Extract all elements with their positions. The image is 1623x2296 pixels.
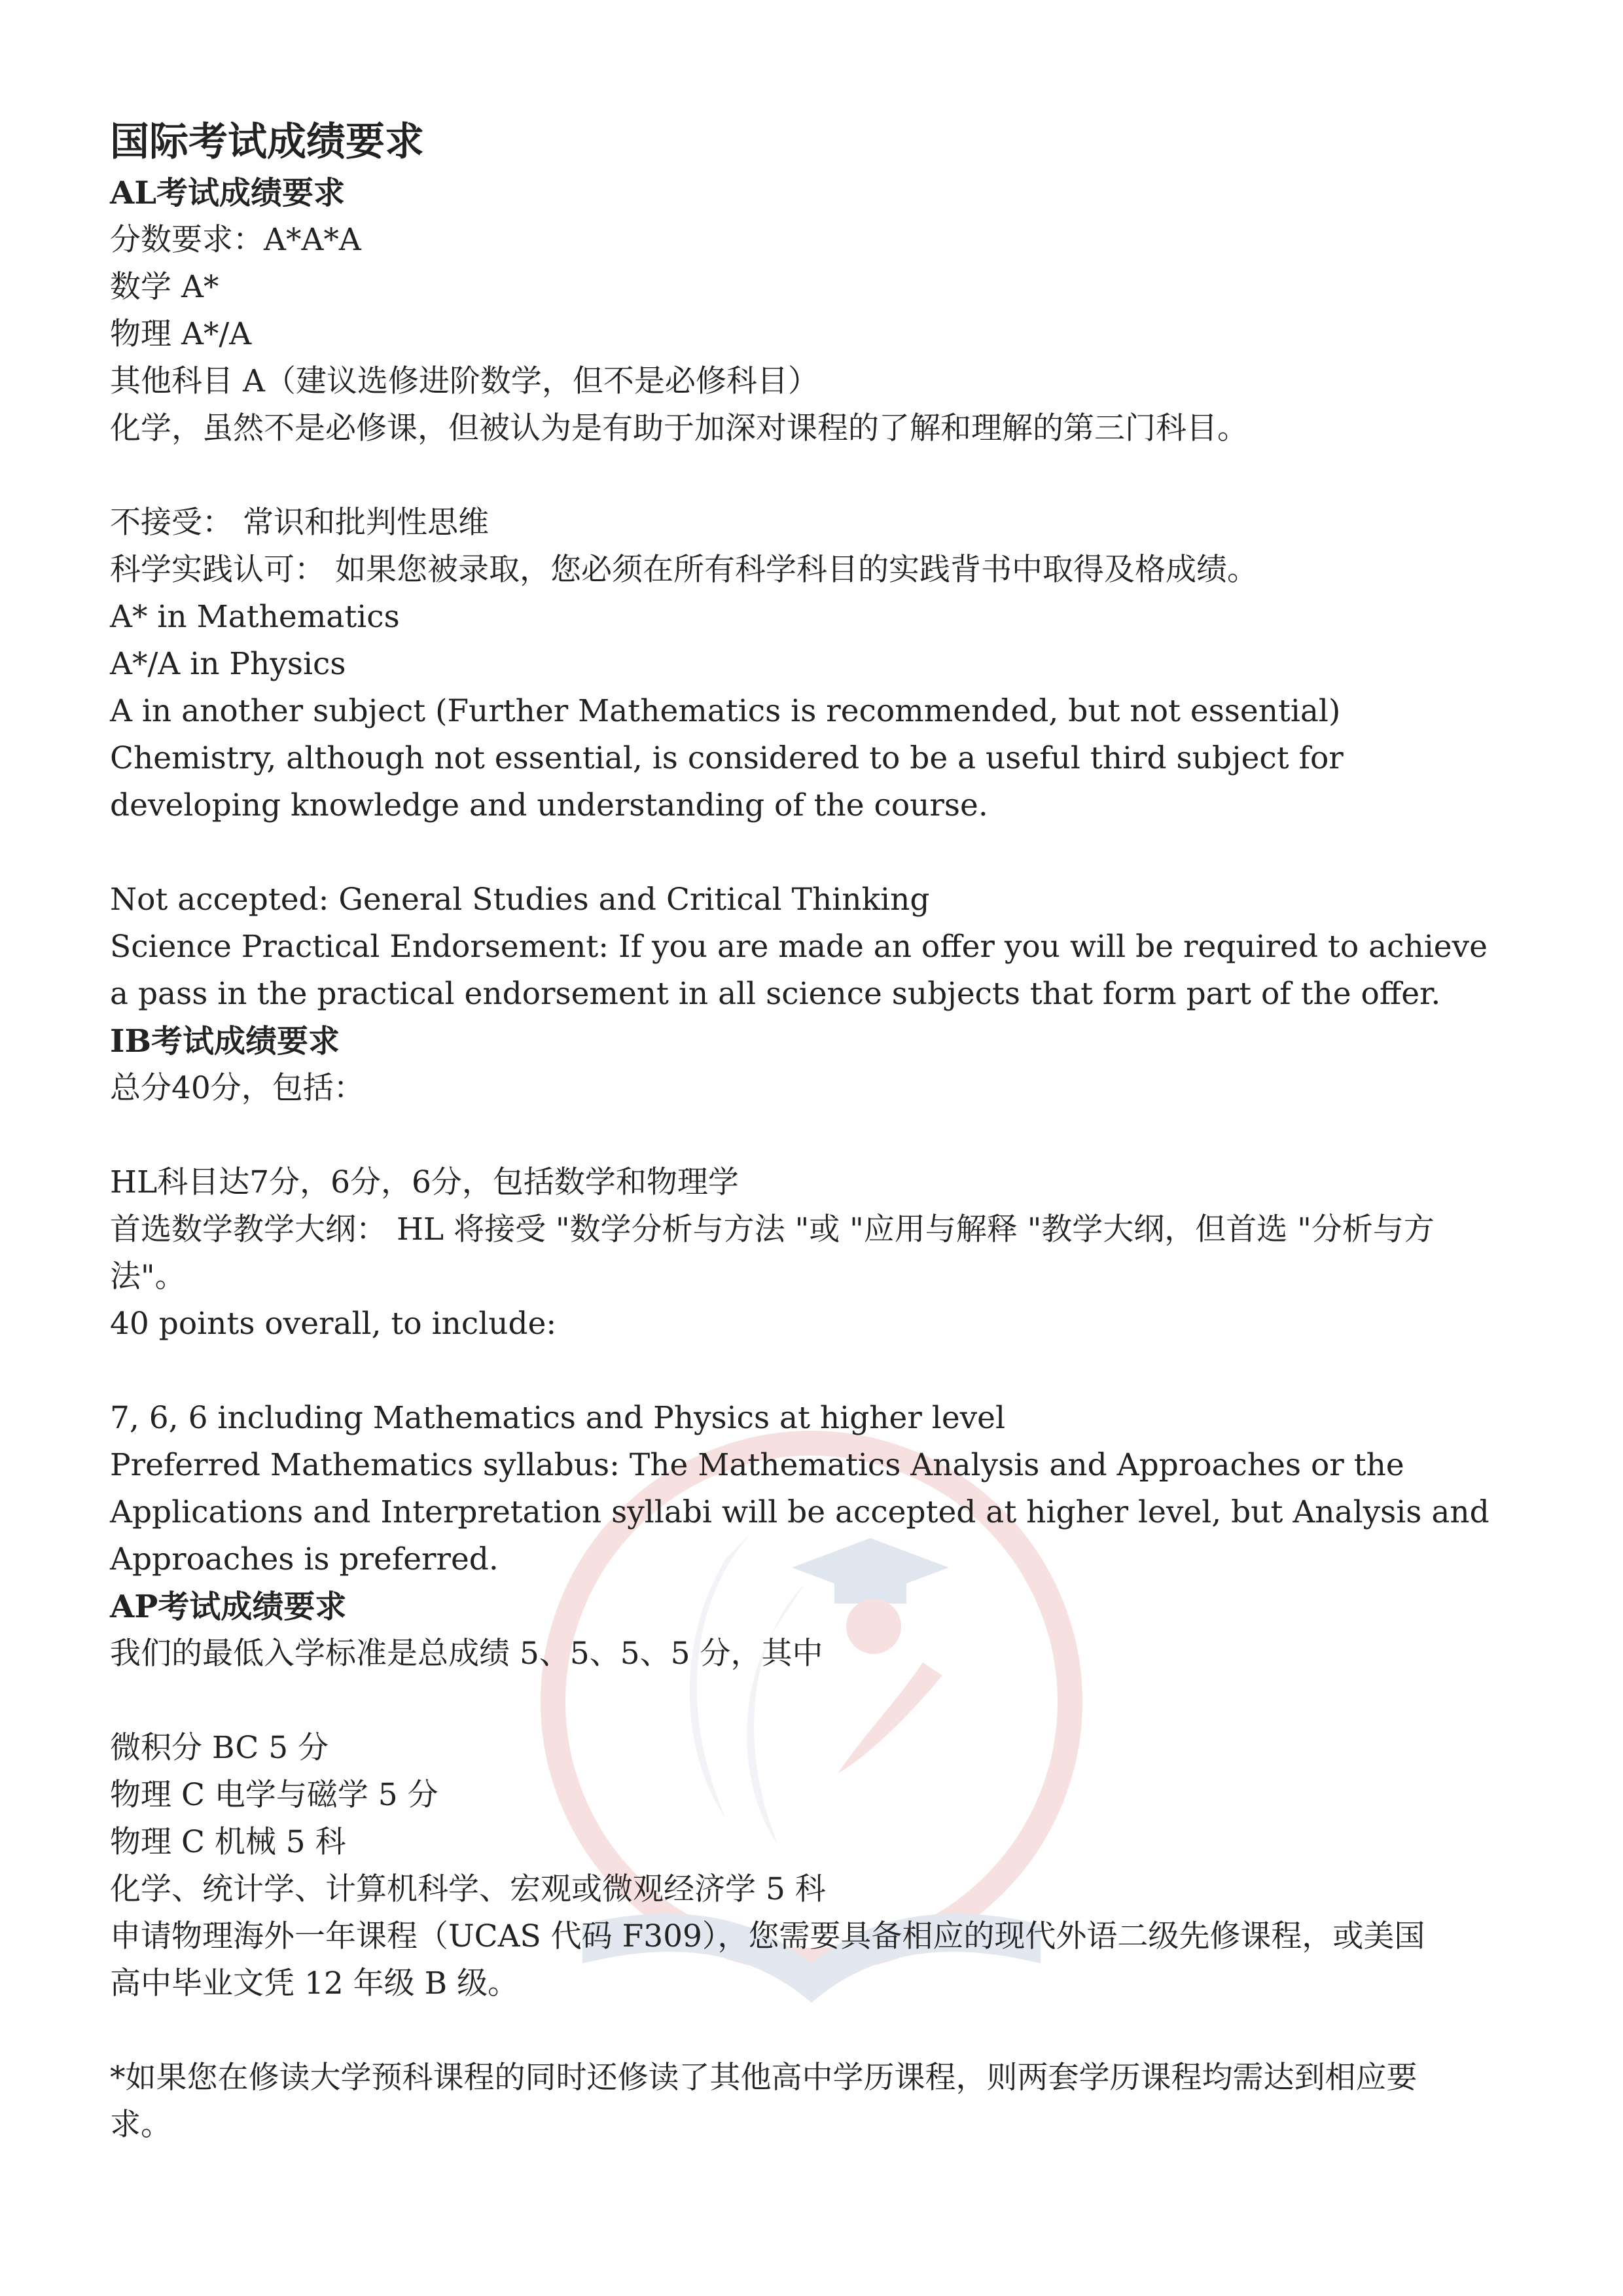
spacer	[110, 2007, 1517, 2054]
al-zh-math: 数学 A*	[110, 269, 219, 305]
main-content	[110, 115, 1517, 2149]
al-section-heading: AL考试成绩要求	[110, 175, 345, 211]
ib-en-hl: 7, 6, 6 including Mathematics and Physics at higher level	[110, 1400, 1006, 1436]
footnote-1: *如果您在修读大学预科课程的同时还修读了其他高中学历课程，则两套学历课程均需达到相应要	[110, 2060, 1418, 2096]
ap-overseas-1: 申请物理海外一年课程（UCAS 代码 F309），您需要具备相应的现代外语二级先修课程，或美国	[110, 1918, 1425, 1954]
al-zh-other: 其他科目 A（建议选修进阶数学，但不是必修科目）	[110, 363, 819, 399]
al-en-practical-2: a pass in the practical endorsement in all science subjects that form part of the offer.	[110, 976, 1441, 1012]
ib-en-syllabus-2: Applications and Interpretation syllabi will be accepted at higher level, but Analysis and	[110, 1494, 1489, 1530]
al-zh-score: 分数要求：A*A*A	[110, 222, 361, 258]
ap-physics-em: 物理 C 电学与磁学 5 分	[110, 1777, 438, 1813]
ap-others: 化学、统计学、计算机科学、宏观或微观经济学 5 科	[110, 1871, 826, 1907]
spacer	[110, 1348, 1517, 1395]
ib-en-total: 40 points overall, to include:	[110, 1306, 557, 1342]
ap-physics-mech: 物理 C 机械 5 科	[110, 1824, 346, 1860]
ap-calculus: 微积分 BC 5 分	[110, 1730, 329, 1766]
al-zh-practical: 科学实践认可： 如果您被录取，您必须在所有科学科目的实践背书中取得及格成绩。	[110, 552, 1258, 588]
ib-zh-syllabus-2: 法"。	[110, 1259, 186, 1295]
spacer	[110, 1677, 1517, 1725]
al-en-chemistry-1: Chemistry, although not essential, is considered to be a useful third subject for	[110, 740, 1344, 776]
al-en-other: A in another subject (Further Mathematics is recommended, but not essential)	[110, 693, 1341, 729]
al-en-practical-1: Science Practical Endorsement: If you are made an offer you will be required to achieve	[110, 929, 1488, 965]
ap-intro: 我们的最低入学标准是总成绩 5、5、5、5 分，其中	[110, 1636, 823, 1672]
al-en-math: A* in Mathematics	[110, 599, 400, 635]
ib-section-heading: IB考试成绩要求	[110, 1023, 340, 1060]
al-zh-physics: 物理 A*/A	[110, 316, 252, 352]
spacer	[110, 1112, 1517, 1159]
al-en-not-accepted: Not accepted: General Studies and Critical Thinking	[110, 882, 930, 918]
spacer	[110, 829, 1517, 876]
al-zh-chemistry: 化学，虽然不是必修课，但被认为是有助于加深对课程的了解和理解的第三门科目。	[110, 410, 1248, 446]
ap-section-heading: AP考试成绩要求	[110, 1588, 347, 1625]
ib-zh-hl: HL科目达7分，6分，6分，包括数学和物理学	[110, 1164, 739, 1200]
ib-en-syllabus-3: Approaches is preferred.	[110, 1541, 499, 1577]
ib-en-syllabus-1: Preferred Mathematics syllabus: The Mathematics Analysis and Approaches or the	[110, 1447, 1404, 1483]
footnote-2: 求。	[110, 2107, 171, 2143]
ib-zh-total: 总分40分，包括：	[110, 1070, 365, 1106]
al-en-chemistry-2: developing knowledge and understanding of the course.	[110, 787, 988, 823]
al-en-physics: A*/A in Physics	[110, 646, 346, 682]
ap-overseas-2: 高中毕业文凭 12 年级 B 级。	[110, 1965, 519, 2001]
al-zh-not-accepted: 不接受： 常识和批判性思维	[110, 505, 489, 541]
ib-zh-syllabus-1: 首选数学教学大纲： HL 将接受 "数学分析与方法 "或 "应用与解释 "教学大纲，但首选 "分析与方	[110, 1211, 1435, 1247]
page-title: 国际考试成绩要求	[110, 119, 424, 165]
spacer	[110, 452, 1517, 499]
